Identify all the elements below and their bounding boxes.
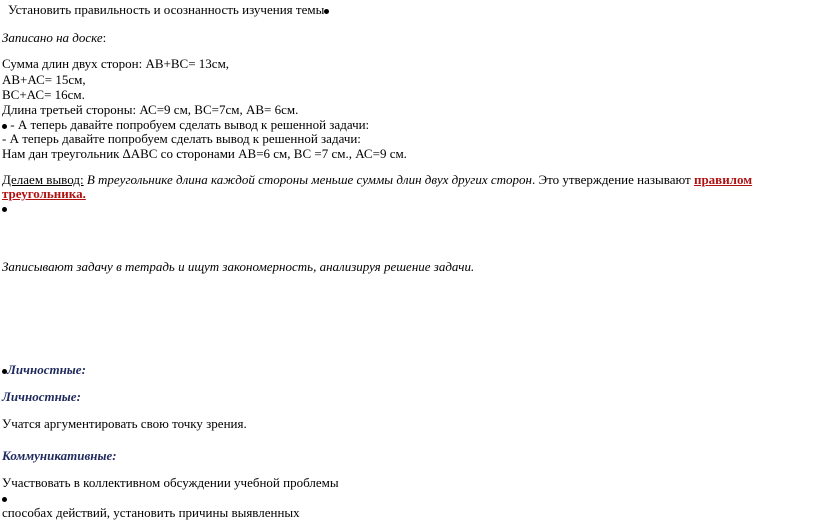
conclusion-prompt-1	[2, 117, 369, 132]
given-line: Нам дан треугольник ∆АВС со сторонами АВ=6 см, ВС =7 см., АС=9 см.	[2, 146, 407, 161]
bullet-line	[2, 200, 7, 215]
conclusion-label: Делаем вывод:	[2, 172, 84, 187]
board-label: Записано на доске	[2, 30, 103, 45]
rule-term-line-2: треугольника.	[2, 186, 86, 201]
bullet-line-2	[2, 490, 7, 505]
conclusion-tail: . Это утверждение называют	[531, 172, 694, 187]
communicative-text: Участвовать в коллективном обсуждении учебной проблемы	[2, 475, 339, 490]
board-line-2: АВ+АС= 15см,	[2, 72, 86, 87]
personal-label-2: Личностные:	[2, 389, 81, 404]
conclusion-prompt-2: - А теперь давайте попробуем сделать вывод к решенной задачи:	[2, 131, 361, 146]
personal-label-1: Личностные:	[7, 362, 86, 377]
board-line-1: Сумма длин двух сторон: АВ+ВС= 13см,	[2, 56, 230, 71]
last-line: способах действий, установить причины выявленных	[2, 505, 300, 520]
board-heading	[2, 30, 106, 45]
bullet-icon	[2, 497, 7, 502]
board-line-3: ВС+АС= 16см.	[2, 87, 85, 102]
personal-heading-1	[2, 362, 86, 377]
rule-term-line-2-wrap	[2, 186, 86, 201]
conclusion-text: В треугольнике длина каждой стороны меньше суммы длин двух других сторон	[83, 172, 532, 187]
personal-text: Учатся аргументировать свою точку зрения.	[2, 416, 247, 431]
board-colon: :	[102, 30, 107, 45]
rule-term-line-1: правилом	[693, 172, 753, 187]
bullet-icon	[2, 207, 7, 212]
bullet-icon	[324, 9, 329, 14]
title-line	[8, 2, 329, 17]
task-note: Записывают задачу в тетрадь и ищут закономерность, анализируя решение задачи.	[2, 259, 475, 274]
conclusion-line	[2, 172, 752, 187]
board-line-4: Длина третьей стороны: АС=9 см, ВС=7см, АВ= 6см.	[2, 102, 299, 117]
conclusion-prompt-1-text: - А теперь давайте попробуем сделать вывод к решенной задачи:	[7, 117, 370, 132]
title-text: Установить правильность и осознанность изучения темы	[8, 2, 325, 17]
communicative-label: Коммуникативные:	[2, 448, 117, 463]
